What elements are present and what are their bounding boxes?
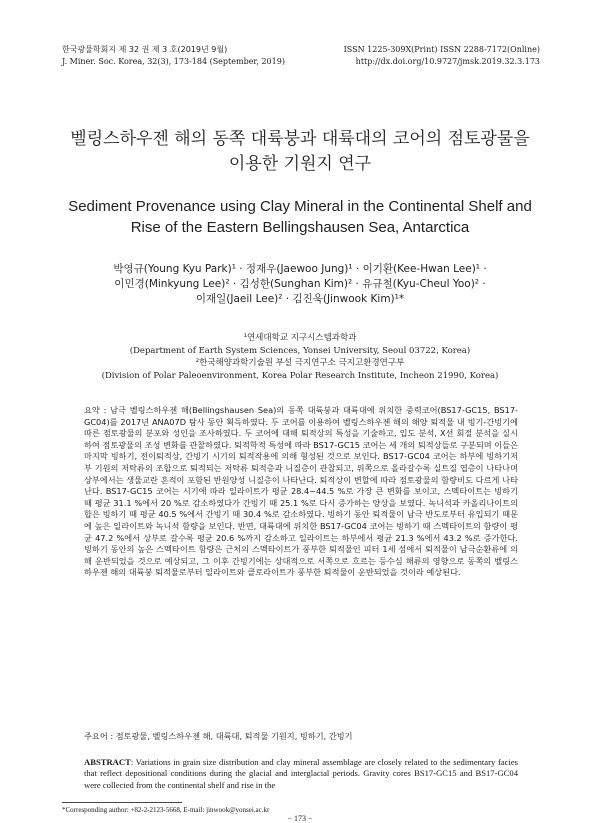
abstract-english-text: : Variations in grain size distribution and clay mineral assemblage are closely related to the sedimentary facies that reflect depositional conditions during the glacial and interglacial periods. Gravity cores BS17-GC15 and BS17-GC04 were collected from the continental shelf and rise in the bbox=[84, 757, 518, 790]
abstract-korean bbox=[84, 405, 518, 579]
journal-header-left bbox=[62, 44, 285, 68]
abstract-korean-label: 요약 : bbox=[84, 405, 111, 415]
keywords-label: 주요어 : bbox=[84, 731, 116, 741]
journal-citation: J. Miner. Soc. Korea, 32(3), 173-184 (September, 2019) bbox=[62, 57, 285, 66]
authors-line-3: 이재일(Jaeil Lee)² · 김진욱(Jinwook Kim)¹* bbox=[195, 293, 405, 305]
title-korean-line-2: 이용한 기원지 연구 bbox=[228, 154, 372, 174]
abstract-english-label: ABSTRACT bbox=[84, 757, 131, 767]
title-english-line-1: Sediment Provenance using Clay Mineral in the Continental Shelf and bbox=[68, 198, 532, 215]
corresponding-author-footnote: *Corresponding author: +82-2-2123-5668, E-mail: jinwook@yonsei.ac.kr bbox=[62, 806, 270, 814]
affiliation-1-english: (Department of Earth System Sciences, Yonsei University, Seoul 03722, Korea) bbox=[129, 345, 471, 356]
affiliation-2-korean: ²한국해양과학기술원 부설 극지연구소 극지고환경연구부 bbox=[195, 358, 405, 368]
footnote-divider bbox=[62, 802, 182, 803]
issn: ISSN 1225-309X(Print) ISSN 2288-7172(Online) bbox=[343, 45, 540, 54]
abstract-english bbox=[84, 757, 518, 791]
author-list bbox=[40, 262, 560, 307]
affiliation-2-english: (Division of Polar Paleoenvironment, Korea Polar Research Institute, Incheon 21990, Korea) bbox=[101, 370, 499, 381]
page-number: − 173 − bbox=[287, 814, 313, 823]
title-korean-line-1: 벨링스하우젠 해의 동쪽 대륙붕과 대륙대의 코어의 점토광물을 bbox=[70, 129, 530, 149]
authors-line-2: 이민경(Minkyung Lee)² · 김성한(Sunghan Kim)² · 유규철(Kyu-Cheul Yoo)² · bbox=[114, 278, 486, 290]
title-english bbox=[40, 196, 560, 238]
keywords-text: 점토광물, 벨링스하우젠 해, 대륙대, 퇴적물 기원지, 빙하기, 간빙기 bbox=[115, 731, 353, 741]
doi-link[interactable]: http://dx.doi.org/10.9727/jmsk.2019.32.3.173 bbox=[355, 57, 540, 66]
abstract-korean-text: 남극 벨링스하우젠 해(Bellingshausen Sea)의 동쪽 대륙붕과 대륙대에 위치한 중력코어(BS17-GC15, BS17-GC04)를 2017년 ANA07D 탐사 동안 획득하였다. 두 코어를 이용하여 벨링스하우젠 해의 해양 퇴적물 내 빙기-간빙기에 따른 점토광물의 분포와 성인을 조사하였다. 두 코어에 대해 퇴적상의 특성을 기술하고, 입도 분석, X선 회절 분석을 실시하여 점토광물의 조성 변화를 관찰하였다. 퇴적학적 특성에 따라 BS17-GC15 코어는 세 개의 퇴적상들로 구분되며 이들은 마지막 빙하기, 전이퇴적상, 간빙기 시기의 퇴적작용에 의해 형성된 것으로 보인다. BS17-GC04 코어는 하부에 빙하기저부 기원의 저탁류의 조합으로 퇴적되는 저탁류 퇴적층과 니질층이 관찰되고, 위쪽으로 올라갈수록 실트질 엽층이 나타나며 상부에서는 생물교란 흔적이 포함된 반원양성 니질층이 나타난다. 퇴적상이 변할에 따라 점토광물의 함량비도 다르게 나타난다. BS17-GC15 코어는 시기에 따라 일라이트가 평균 28.4~44.5 %로 가장 큰 변화를 보이고, 스멕타이트는 빙하기 때 평균 31.1 %에서 20 %로 감소하였다가 간빙기 때 25.1 %로 다시 증가하는 양상을 보였다. 녹니석과 카올리나이트의 합은 빙하기 때 평균 40.5 %에서 간빙기 때 30.4 %로 감소하였다. 빙하기 동안 퇴적물이 남극 반도로부터 유입되기 때문에 높은 일라이트와 녹니석 함량을 보인다. 반면, 대륙대에 위치한 BS17-GC04 코어는 빙하기 때 스멕타이트의 함량이 평균 47.2 %에서 상부로 갈수록 평균 20.6 %까지 감소하고 일라이트는 하부에서 평균 21.3 %에서 43.2 %로 증가한다. 빙하기 동안의 높은 스멕타이트 함량은 근처의 스멕타이트가 풍부한 퇴적물인 피터 1세 섬에서 퇴적물이 남극순환류에 의해 운반되었을 것으로 예상되고, 그 이후 간빙기에는 상대적으로 서쪽으로 흐르는 등수심 해류의 영향으로 동쪽의 벨링스하우젠 해의 대륙붕 퇴적물로부터 일라이트와 클로라이트가 풍부한 퇴적물이 운반되었을 것이라 예상된다. bbox=[84, 405, 518, 578]
keywords bbox=[84, 730, 518, 742]
title-korean bbox=[40, 127, 560, 177]
title-english-line-2: Rise of the Eastern Bellingshausen Sea, Antarctica bbox=[130, 219, 470, 236]
journal-name-korean: 한국광물학회지 제 32 권 제 3 호(2019년 9월) bbox=[62, 45, 228, 54]
journal-header-right bbox=[344, 44, 540, 68]
affiliations bbox=[40, 332, 560, 382]
affiliation-1-korean: ¹연세대학교 지구시스템과학과 bbox=[243, 333, 357, 343]
authors-line-1: 박영규(Young Kyu Park)¹ · 정재우(Jaewoo Jung)¹ · 이기환(Kee-Hwan Lee)¹ · bbox=[113, 263, 487, 275]
